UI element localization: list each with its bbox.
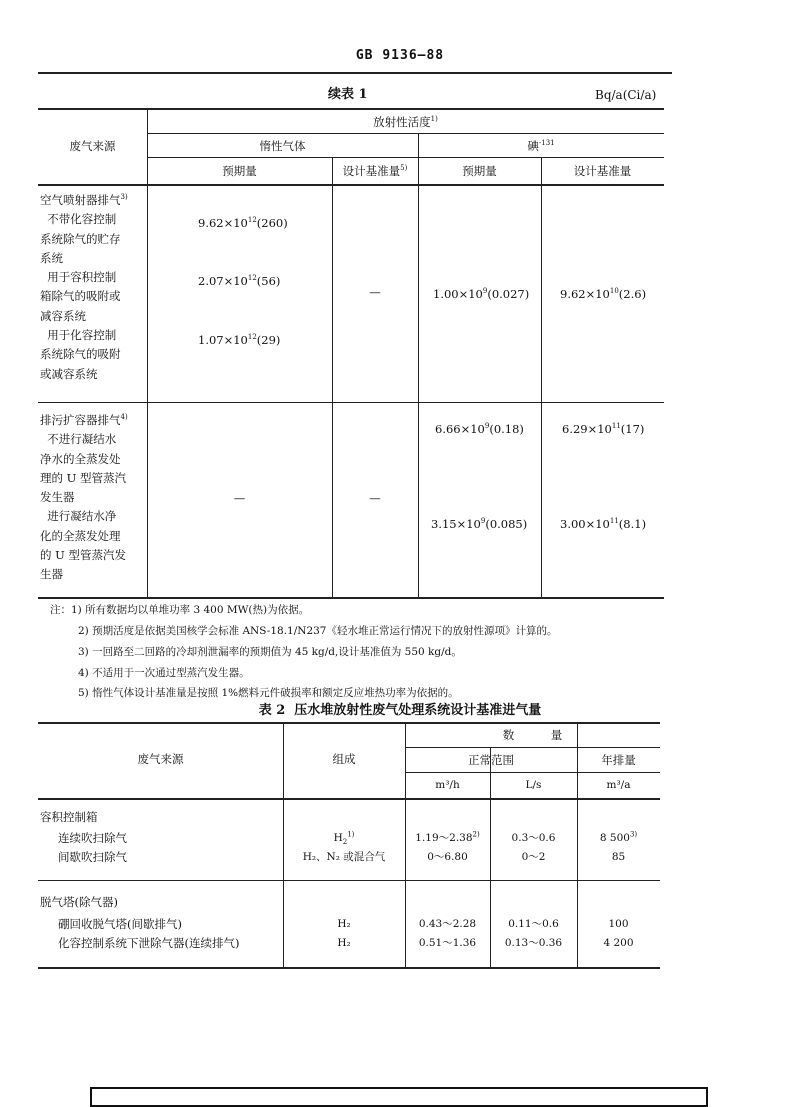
table1-col-rule — [332, 158, 333, 598]
note-line: 5) 惰性气体设计基准量是按照 1%燃料元件破损率和额定反应堆热功率为依据的。 — [78, 687, 459, 699]
table2-row-composition: H₂、N₂ 或混合气 — [302, 851, 386, 863]
table1-header-source: 废气来源 — [69, 139, 116, 153]
table1-header-inert: 惰性气体 — [259, 139, 306, 153]
table2-row-annual: 8 500$^{3)}$ — [599, 830, 638, 844]
table2-row-ls: 0.13～0.36 — [504, 937, 563, 949]
table1-s1-design: — — [369, 285, 381, 299]
table2-rule — [38, 880, 660, 881]
table2-header-normal: 正常范围 — [468, 753, 514, 767]
table1-rule — [147, 157, 664, 158]
table1-s2-inert: — — [233, 491, 246, 505]
table2-unit-m3a: m³/a — [606, 779, 631, 791]
table1-header-iodine: 碘$^{-131}$ — [527, 139, 555, 153]
standard-number: GB 9136—88 — [355, 48, 445, 63]
table1-col-rule — [147, 109, 148, 598]
table1-s2-iodine-expected: $3.15\times 10^9(0.085)$ — [431, 517, 528, 531]
table2-rule — [405, 772, 660, 773]
table2-row-annual: 100 — [608, 918, 629, 930]
table2-group-title: 脱气塔(除气器) — [40, 895, 118, 909]
note-line: 2) 预期活度是依据美国核学会标准 ANS-18.1/N237《轻水堆正常运行情况下的放射性源项》计算的。 — [78, 625, 558, 637]
note-line: 3) 一回路至二回路的冷却剂泄漏率的预期值为 45 kg/d,设计基准值为 550 kg/d。 — [78, 646, 462, 658]
table1-bottom-rule — [38, 597, 664, 599]
table2-rule — [405, 747, 660, 748]
table1-rule — [38, 402, 664, 403]
table2-row-annual: 4 200 — [603, 937, 634, 949]
table2-group-title: 容积控制箱 — [40, 810, 98, 824]
table2-rule — [38, 798, 660, 800]
table2-row-annual: 85 — [611, 851, 626, 863]
table1-section1-source: 空气喷射器排气$^{3)}$ 不带化容控制 系统除气的贮存 系统 用于容积控制 箱除气的吸附或 减容系统 用于化容控制 系统除气的吸附 或减容系统 — [40, 193, 128, 381]
table2-header-annual: 年排量 — [601, 753, 636, 767]
table2-caption: 表 2 压水堆放射性废气处理系统设计基准进气量 — [258, 703, 542, 718]
table2-row-ls: 0～2 — [521, 851, 546, 863]
table1-caption: 续表 1 — [328, 87, 368, 102]
table1-s1-iodine-expected: $1.00\times 10^9(0.027)$ — [433, 287, 530, 301]
table2-unit-m3h: m³/h — [435, 779, 460, 791]
table2-row-ls: 0.11～0.6 — [508, 918, 559, 930]
table1-header-expected: 预期量 — [462, 164, 497, 178]
table1-s1-value: $1.07\times 10^{12}(29)$ — [198, 333, 281, 347]
table1-header-expected: 预期量 — [222, 164, 257, 178]
table2-row-composition: $H_2^{1)}$ — [333, 830, 355, 847]
note-line: 4) 不适用于一次通过型蒸汽发生器。 — [78, 667, 250, 679]
table1-header-activity: 放射性活度$^{1)}$ — [373, 115, 438, 129]
table2-row-label: 硼回收脱气塔(间歇排气) — [58, 917, 182, 931]
table2-header-quantity: 数 量 — [502, 728, 563, 742]
table1-col-rule — [541, 158, 542, 598]
table1-top-rule — [38, 108, 664, 110]
table2-unit-ls: L/s — [525, 779, 542, 791]
table2-row-composition: H₂ — [337, 918, 351, 930]
table2-row-m3h: 0～6.80 — [427, 851, 468, 863]
table1-section2-source: 排污扩容器排气$^{4)}$ 不进行凝结水 净水的全蒸发处 理的 U 型管蒸汽 发生器 进行凝结水净 化的全蒸发处理 的 U 型管蒸汽发 生器 — [40, 413, 128, 582]
table2-row-m3h: 0.43～2.28 — [418, 918, 477, 930]
table2-row-composition: H₂ — [337, 937, 351, 949]
table2-header-source: 废气来源 — [137, 752, 184, 766]
table1-s2-iodine-design: $6.29\times 10^{11}(17)$ — [562, 422, 645, 436]
bottom-frame — [90, 1087, 708, 1107]
table2-row-ls: 0.3～0.6 — [511, 832, 556, 844]
table1-s2-iodine-expected: $6.66\times 10^9(0.18)$ — [435, 422, 524, 436]
header-rule — [38, 72, 672, 74]
table1-header-design: 设计基准量 — [573, 164, 632, 178]
table1-s1-value: $9.62\times 10^{12}(260)$ — [198, 216, 288, 230]
table1-s2-iodine-design: $3.00\times 10^{11}(8.1)$ — [560, 517, 647, 531]
table2-row-m3h: 1.19～2.38$^{2)}$ — [415, 830, 480, 844]
table2-row-label: 间歇吹扫除气 — [58, 850, 127, 864]
table1-s1-value: $2.07\times 10^{12}(56)$ — [198, 274, 281, 288]
table2-row-m3h: 0.51～1.36 — [418, 937, 477, 949]
table1-s2-design: — — [369, 491, 381, 505]
table1-rule — [147, 133, 664, 134]
table2-bottom-rule — [38, 967, 660, 969]
table1-col-rule — [418, 134, 419, 598]
table1-header-design: 设计基准量$^{5)}$ — [342, 164, 408, 178]
table1-unit: Bq/a(Ci/a) — [595, 88, 657, 102]
table2-header-composition: 组成 — [332, 752, 356, 766]
table1-rule — [38, 184, 664, 186]
table2-row-label: 化容控制系统下泄除气器(连续排气) — [58, 936, 240, 950]
note-line: 注：1) 所有数据均以单堆功率 3 400 MW(热)为依据。 — [50, 604, 310, 616]
table1-s1-iodine-design: $9.62\times 10^{10}(2.6)$ — [560, 287, 647, 301]
table2-row-label: 连续吹扫除气 — [58, 831, 127, 845]
table2-top-rule — [38, 722, 660, 724]
